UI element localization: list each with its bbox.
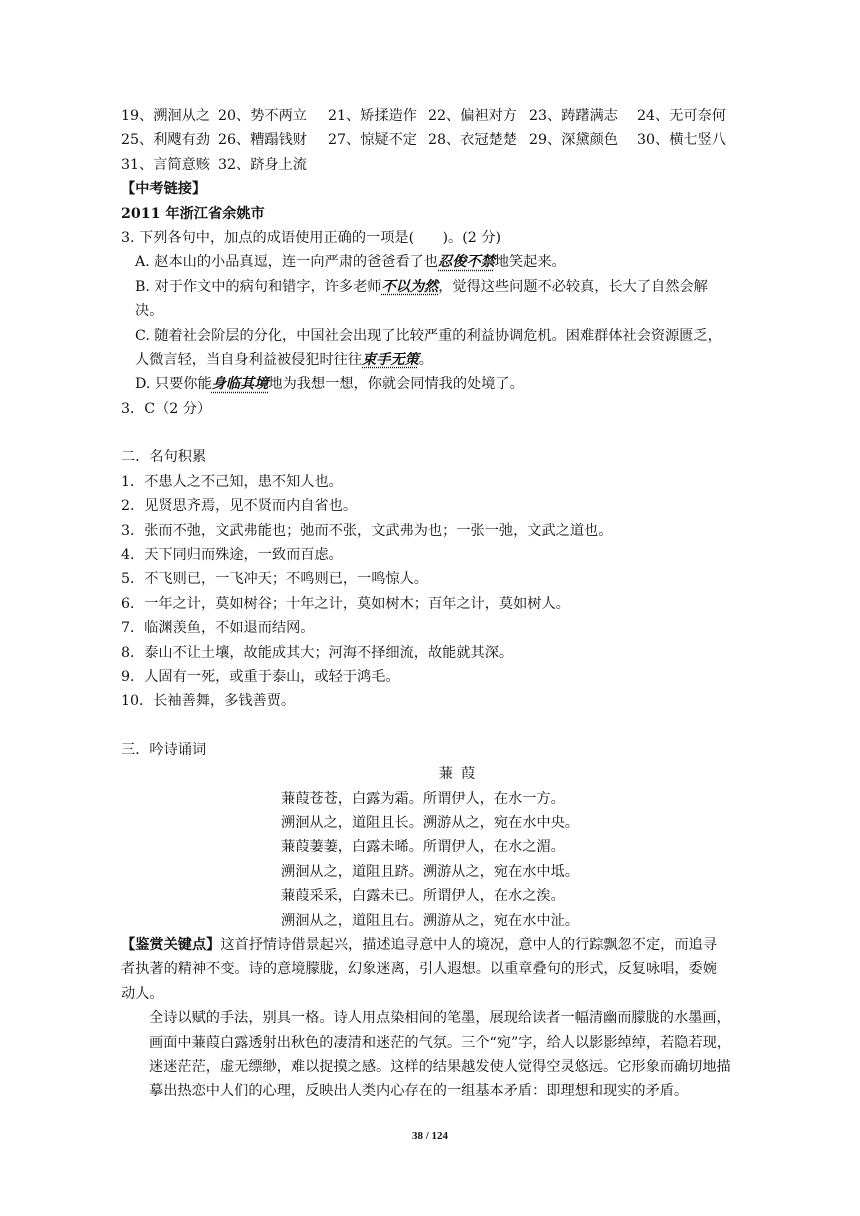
option-b-text-end: ，觉得这些问题不必较真，长大了自然会解决。 bbox=[135, 278, 708, 320]
spacer bbox=[121, 421, 731, 445]
idiom-row-2 bbox=[121, 128, 731, 152]
appreciation-para-2: 全诗以赋的手法，别具一格。诗人用点染相间的笔墨，展现给读者一幅清幽而朦胧的水墨画，画面中蒹葭白露透射出秋色的凄清和迷茫的气氛。三个“宛”字，给人以影影绰绰，若隐若现，迷迷茫茫，虚无缥缈，难以捉摸之感。这样的结果越发使人觉得空灵悠远。它形象而确切地描摹出热恋中人们的心理，反映出人类内心存在的一组基本矛盾：即理想和现实的矛盾。 bbox=[149, 1010, 732, 1100]
option-c bbox=[121, 324, 731, 373]
idiom-row-3 bbox=[121, 153, 731, 177]
appreciation-text: 这首抒情诗借景起兴，描述追寻意中人的境况，意中人的行踪飘忽不定，而追寻者执著的精神不变。诗的意境朦胧，幻象迷离，引人遐想。以重章叠句的形式，反复咏唱，委婉动人。 bbox=[121, 937, 717, 1002]
exam-answer: 3．C（2 分） bbox=[121, 400, 212, 417]
appreciation-para-1 bbox=[121, 933, 731, 1006]
spacer bbox=[121, 714, 731, 738]
poem-line: 溯洄从之，道阻且跻。溯游从之，宛在水中坻。 bbox=[281, 863, 579, 880]
idiom-item: 30、横七竖八 bbox=[637, 132, 726, 149]
poem-line: 溯洄从之，道阻且右。溯游从之，宛在水中沚。 bbox=[281, 912, 579, 929]
exam-heading: 【中考链接】 bbox=[121, 181, 207, 198]
idiom-item: 29、深黛颜色 bbox=[529, 132, 618, 149]
page-number: 38 / 124 bbox=[411, 1130, 449, 1142]
option-a bbox=[121, 250, 731, 274]
idiom-item: 23、踌躇满志 bbox=[529, 108, 618, 124]
idiom-item: 25、利飕有劲 bbox=[121, 132, 210, 149]
option-c-text: C. 随着社会阶层的分化，中国社会出现了比较严重的利益协调危机。困难群体社会资源匮乏，人微言轻，当自身利益被侵犯时往往 bbox=[135, 327, 722, 369]
idiom-item: 24、无可奈何 bbox=[637, 108, 726, 124]
idiom-item: 31、言简意赅 bbox=[121, 156, 210, 173]
quote-item: 3．张而不弛，文武弗能也；弛而不张，文武弗为也；一张一弛，文武之道也。 bbox=[121, 522, 613, 539]
poem-line: 溯洄从之，道阻且长。溯游从之，宛在水中央。 bbox=[281, 814, 579, 831]
idiom-item: 26、糟蹋钱财 bbox=[218, 132, 307, 149]
quote-item: 6．一年之计，莫如树谷；十年之计，莫如树木；百年之计，莫如树人。 bbox=[121, 595, 570, 612]
quote-item: 5．不飞则已，一飞冲天；不鸣则已，一鸣惊人。 bbox=[121, 571, 428, 588]
idiom-row-1 bbox=[121, 104, 731, 128]
option-d-idiom: 身临其境 bbox=[211, 376, 269, 393]
quote-item: 4．天下同归而殊途，一致而百虑。 bbox=[121, 546, 343, 563]
idiom-item: 19、溯洄从之 bbox=[121, 108, 210, 124]
quote-item: 1．不患人之不己知，患不知人也。 bbox=[121, 473, 343, 490]
idiom-item: 32、跻身上流 bbox=[218, 156, 307, 173]
option-d bbox=[121, 372, 731, 396]
option-c-idiom: 束手无策 bbox=[362, 352, 419, 369]
option-c-text-end: 。 bbox=[418, 352, 433, 369]
option-a-text: A. 赵本山的小品真逗，连一向严肃的爸爸看了也 bbox=[135, 254, 439, 271]
option-b-text: B. 对于作文中的病句和错字，许多老师 bbox=[135, 278, 382, 295]
poem-line: 蒹葭萋萋，白露未晞。所谓伊人，在水之湄。 bbox=[281, 839, 565, 856]
poem-line: 蒹葭苍苍，白露为霜。所谓伊人，在水一方。 bbox=[281, 790, 565, 807]
quote-item: 8．泰山不让土壤，故能成其大；河海不择细流，故能就其深。 bbox=[121, 644, 514, 661]
poem-title: 蒹葭 bbox=[438, 766, 484, 783]
quotes-heading: 二．名句积累 bbox=[121, 449, 207, 466]
option-d-text-end: 地为我想一想，你就会同情我的处境了。 bbox=[268, 376, 524, 393]
idiom-item: 20、势不两立 bbox=[218, 108, 307, 124]
option-a-text-end: 地笑起来。 bbox=[494, 254, 566, 271]
quote-item: 9．人固有一死，或重于泰山，或轻于鸿毛。 bbox=[121, 668, 400, 685]
option-b bbox=[121, 275, 731, 324]
poem-line: 蒹葭采采，白露未已。所谓伊人，在水之涘。 bbox=[281, 888, 565, 905]
option-a-idiom: 忍俊不禁 bbox=[438, 254, 495, 271]
quote-item: 7．临渊羡鱼，不如退而结网。 bbox=[121, 620, 315, 637]
option-b-idiom: 不以为然 bbox=[381, 278, 439, 295]
exam-source: 2011 年浙江省余姚市 bbox=[121, 205, 265, 222]
exam-question: 3. 下列各句中，加点的成语使用正确的一项是( )。(2 分) bbox=[121, 230, 502, 247]
idiom-item: 22、偏袒对方 bbox=[428, 108, 517, 124]
appreciation-label: 【鉴赏关键点】 bbox=[121, 937, 221, 953]
poem-heading: 三．吟诗诵词 bbox=[121, 741, 207, 758]
idiom-item: 27、惊疑不定 bbox=[328, 132, 417, 149]
quote-item: 10．长袖善舞，多钱善贾。 bbox=[121, 693, 296, 710]
option-d-text: D. 只要你能 bbox=[135, 376, 212, 393]
quote-item: 2．见贤思齐焉，见不贤而内自省也。 bbox=[121, 498, 358, 515]
idiom-item: 21、矫揉造作 bbox=[328, 108, 417, 124]
page-content bbox=[121, 104, 731, 1104]
idiom-item: 28、衣冠楚楚 bbox=[428, 132, 517, 149]
